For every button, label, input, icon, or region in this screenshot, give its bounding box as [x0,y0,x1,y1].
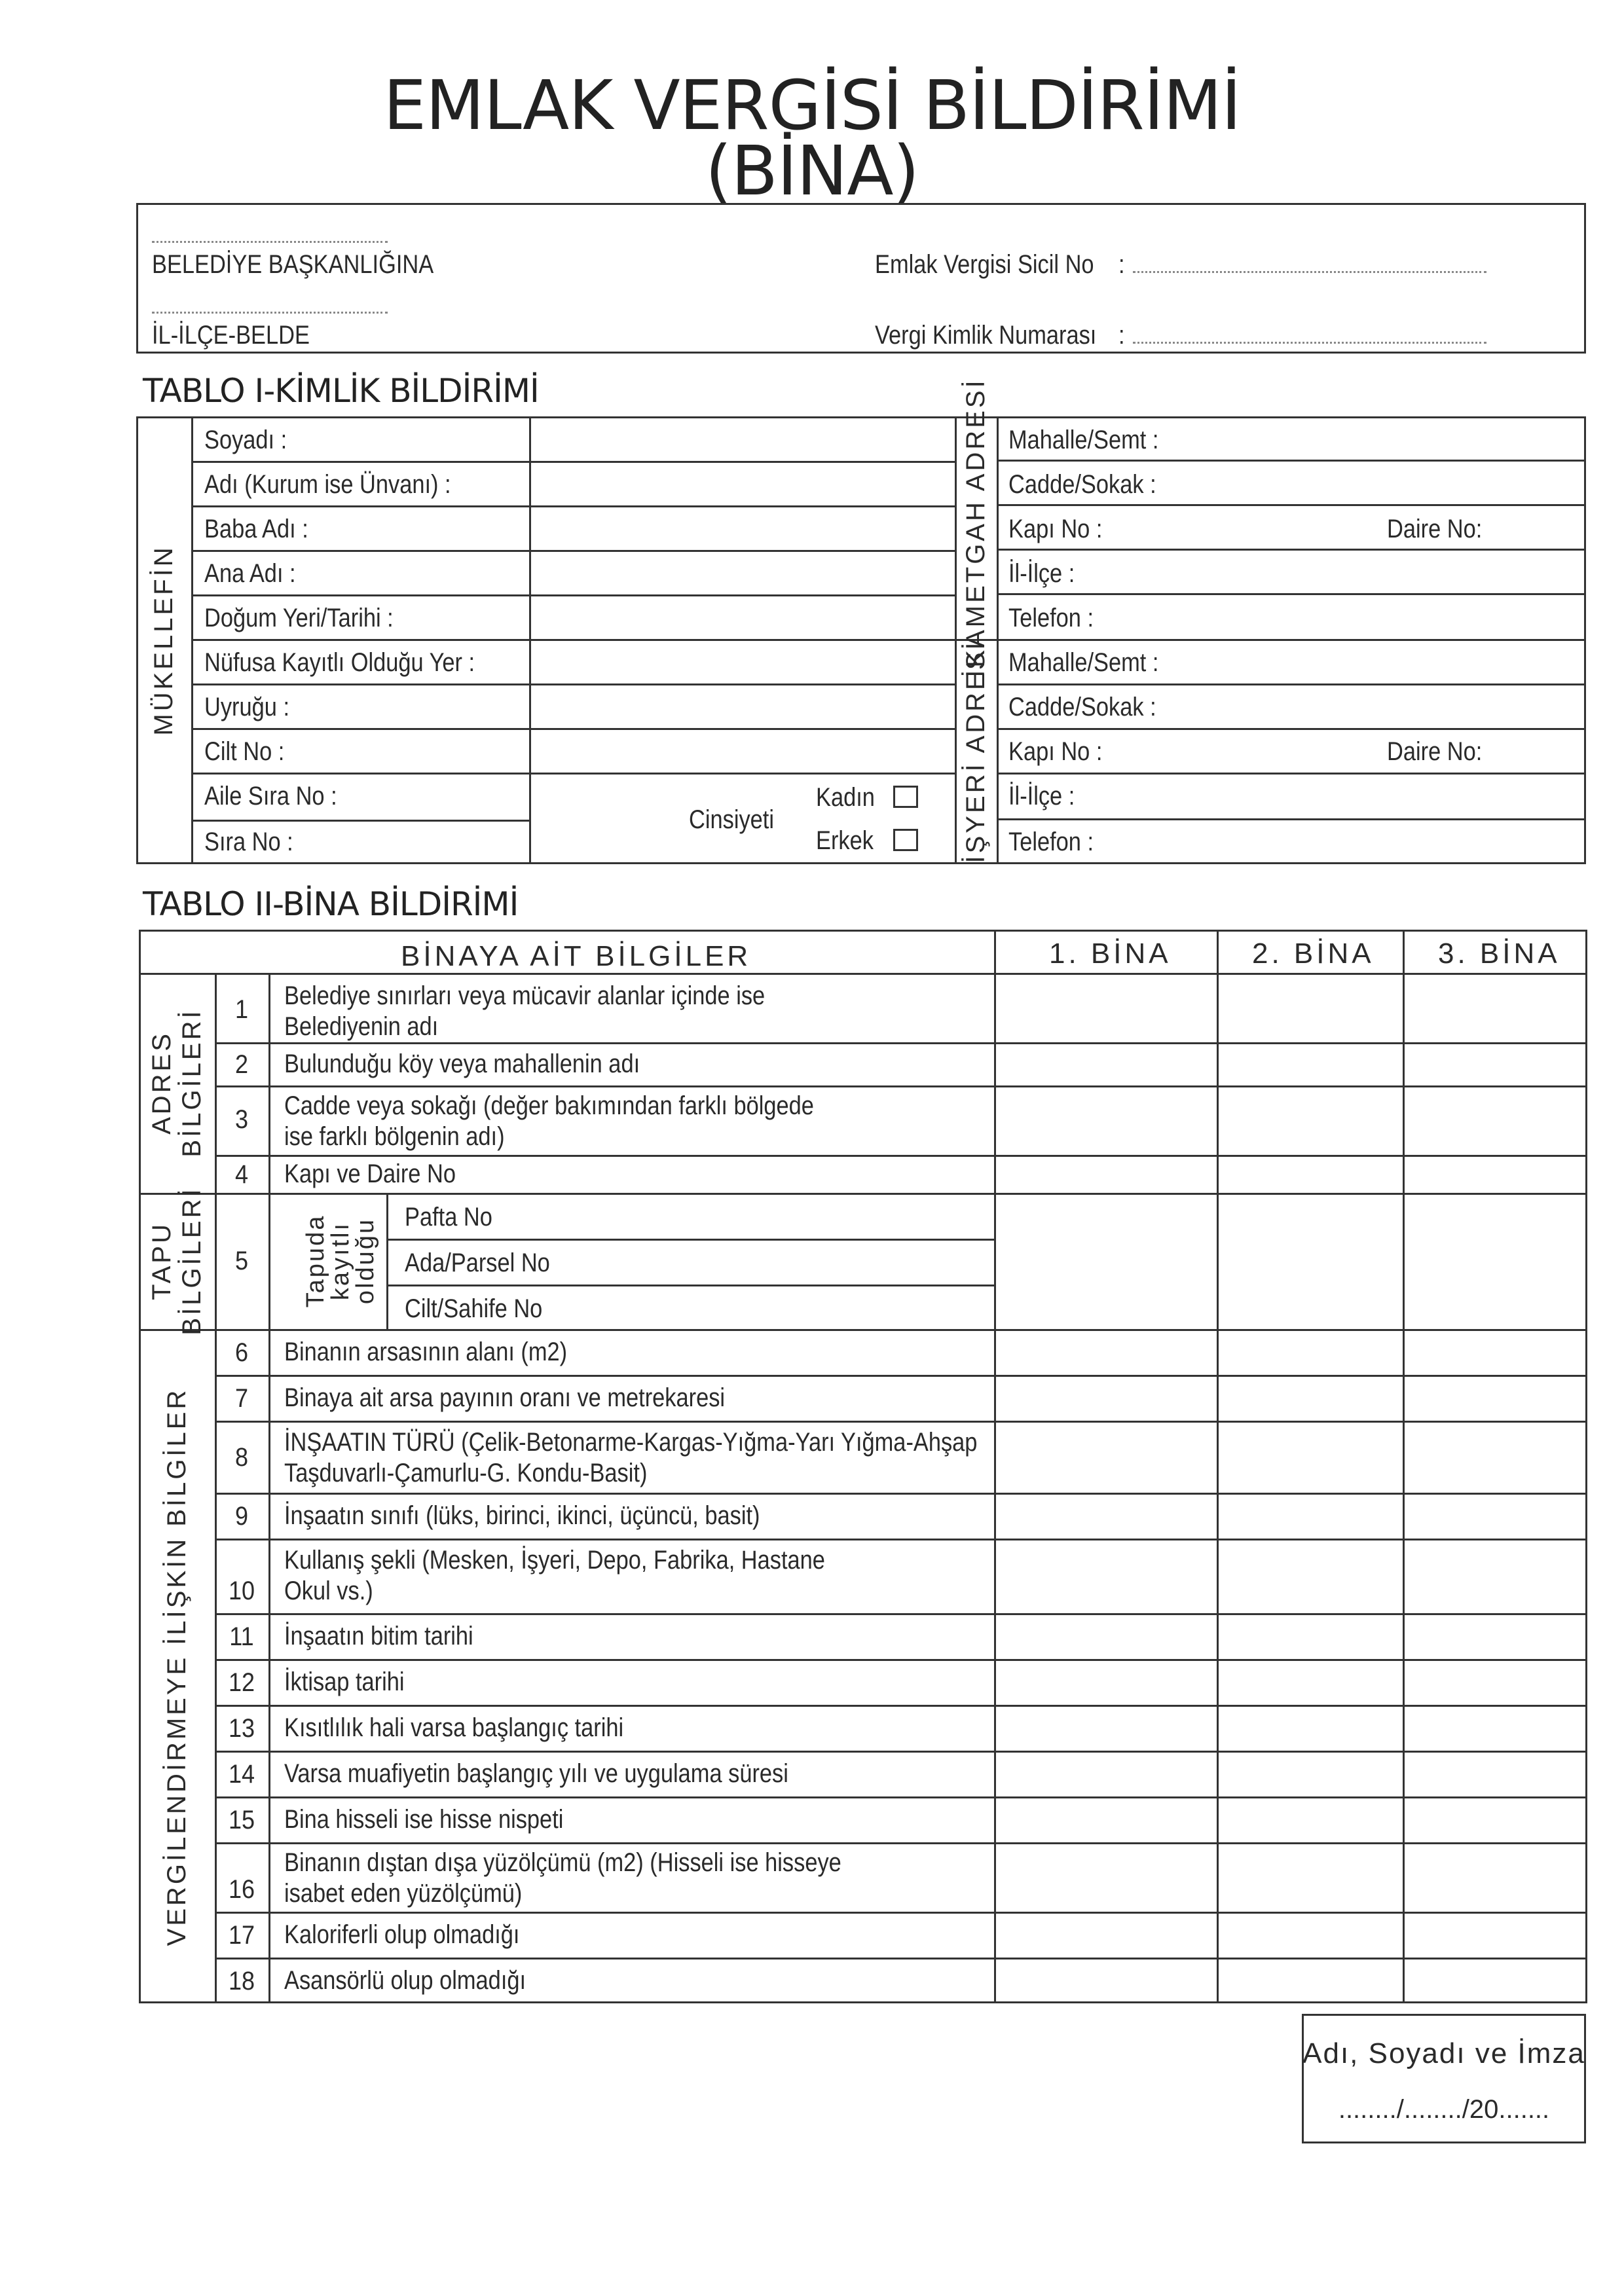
ikametgah-label: İKAMETGAH ADRESİ [961,378,990,678]
ada-parsel-label: Ada/Parsel No [405,1248,550,1277]
cilt-no-label: Cilt No : [204,737,285,766]
row-11-label: İnşaatın bitim tarihi [284,1622,473,1650]
binaya-ait-header: BİNAYA AİT BİLGİLER [401,940,752,972]
row-17-label: Kaloriferli olup olmadığı [284,1920,520,1949]
row-15-number: 15 [228,1806,255,1834]
row-15-label: Bina hisseli ise hisse nispeti [284,1805,564,1834]
tapu-bilgileri-label: TAPU BİLGİLERİ [147,1186,206,1336]
row-10-number: 10 [228,1576,255,1605]
nufus-field[interactable] [532,642,952,682]
row-16-number: 16 [228,1875,255,1904]
bina-1-column[interactable] [997,975,1215,2002]
row-7-number: 7 [234,1384,249,1413]
col-bina-3: 3. BİNA [1438,938,1560,970]
erkek-label: Erkek [816,826,874,855]
ilce-label: İL-İLÇE-BELDE [152,321,310,350]
row-1-label: Belediye sınırları veya mücavir alanlar içinde ise Belediyenin adı [284,981,766,1041]
vergilendirme-label: VERGİLENDİRMEYE İLİŞKİN BİLGİLER [162,1387,191,1946]
belediye-label: BELEDİYE BAŞKANLIĞINA [152,250,434,279]
adi-label: Adı (Kurum ise Ünvanı) : [204,470,451,499]
ana-adi-label: Ana Adı : [204,559,296,588]
ikamet-mahalle-label: Mahalle/Semt : [1008,426,1159,454]
cinsiyeti-label: Cinsiyeti [689,805,774,834]
bina-2-column[interactable] [1219,975,1401,2002]
sicil-colon: : [1118,250,1125,279]
row-3-label: Cadde veya sokağı (değer bakımından farklı bölgede ise farklı bölgenin adı) [284,1091,814,1151]
row-12-number: 12 [228,1668,255,1697]
kadin-checkbox[interactable] [893,786,918,808]
isyeri-cadde-label: Cadde/Sokak : [1008,693,1156,721]
ana-adi-field[interactable] [532,553,952,593]
row-1-number: 1 [234,995,249,1024]
row-6-number: 6 [234,1338,249,1367]
row-9-label: İnşaatın sınıfı (lüks, birinci, ikinci, üçüncü, basit) [284,1501,760,1530]
vkn-colon: : [1118,321,1125,350]
tablo2-title: TABLO II-BİNA BİLDİRİMİ [143,885,519,923]
isyeri-label: İŞYERİ ADRESİ [961,640,990,864]
tablo1-title: TABLO I-KİMLİK BİLDİRİMİ [143,372,539,410]
ikamet-cadde-label: Cadde/Sokak : [1008,470,1156,499]
row-14-label: Varsa muafiyetin başlangıç yılı ve uygulama süresi [284,1759,788,1788]
ikamet-telefon-label: Telefon : [1008,604,1094,632]
ilce-dotline[interactable] [152,312,388,314]
sicil-field[interactable] [1133,271,1486,273]
row-7-label: Binaya ait arsa payının oranı ve metrekaresi [284,1383,726,1412]
row-8-label: İNŞAATIN TÜRÜ (Çelik-Betonarme-Kargas-Yığma-Yarı Yığma-Ahşap Taşduvarlı-Çamurlu-G. Kondu-Basit) [284,1428,978,1487]
baba-adi-label: Baba Adı : [204,515,308,543]
row-12-label: İktisap tarihi [284,1667,405,1696]
signature-date[interactable]: ......../......../20....... [1338,2095,1550,2124]
form-subtitle: (BİNA) [705,131,919,211]
ikamet-kapi-label: Kapı No : [1008,515,1103,543]
mukellefin-label: MÜKELLEFİN [149,545,178,736]
vkn-field[interactable] [1133,342,1486,344]
row-14-number: 14 [228,1760,255,1789]
ikamet-il-label: İl-İlçe : [1008,559,1075,588]
isyeri-kapi-label: Kapı No : [1008,737,1103,766]
soyadi-field[interactable] [532,419,952,460]
vkn-label: Vergi Kimlik Numarası [875,321,1097,350]
isyeri-telefon-label: Telefon : [1008,828,1094,856]
row-13-label: Kısıtlılık hali varsa başlangıç tarihi [284,1713,624,1742]
pafta-no-label: Pafta No [405,1203,492,1231]
isyeri-il-label: İl-İlçe : [1008,782,1075,811]
kadin-label: Kadın [816,783,875,812]
row-6-label: Binanın arsasının alanı (m2) [284,1338,568,1366]
row-17-number: 17 [228,1921,255,1950]
col-bina-2: 2. BİNA [1252,938,1375,970]
row-13-number: 13 [228,1714,255,1743]
uyrugu-field[interactable] [532,686,952,727]
sira-no-label: Sıra No : [204,828,293,856]
row-16-label: Binanın dıştan dışa yüzölçümü (m2) (Hisseli ise hisseye isabet eden yüzölçümü) [284,1848,841,1908]
row-5-number: 5 [234,1247,249,1275]
ikamet-daire-label: Daire No: [1387,515,1483,543]
belediye-dotline[interactable] [152,241,388,243]
nufus-label: Nüfusa Kayıtlı Olduğu Yer : [204,648,475,677]
row-18-number: 18 [228,1967,255,1995]
dogum-field[interactable] [532,597,952,638]
row-2-label: Bulunduğu köy veya mahallenin adı [284,1049,640,1078]
isyeri-mahalle-label: Mahalle/Semt : [1008,648,1159,677]
uyrugu-label: Uyruğu : [204,693,290,721]
tapuda-kayitli-label: Tapuda kayıtlı olduğu [302,1214,379,1308]
row-4-number: 4 [234,1160,249,1189]
row-8-number: 8 [234,1443,249,1472]
row-9-number: 9 [234,1502,249,1531]
cilt-sahife-label: Cilt/Sahife No [405,1294,543,1323]
col-bina-1: 1. BİNA [1049,938,1172,970]
row-18-label: Asansörlü olup olmadığı [284,1966,526,1995]
row-2-number: 2 [234,1050,249,1079]
form-title: EMLAK VERGİSİ BİLDİRİMİ [383,65,1241,145]
aile-sira-label: Aile Sıra No : [204,782,337,811]
row-3-number: 3 [234,1105,249,1134]
dogum-label: Doğum Yeri/Tarihi : [204,604,394,632]
bina-3-column[interactable] [1405,975,1586,2002]
soyadi-label: Soyadı : [204,426,287,454]
erkek-checkbox[interactable] [893,829,918,851]
row-11-number: 11 [229,1622,254,1651]
row-10-label: Kullanış şekli (Mesken, İşyeri, Depo, Fabrika, Hastane Okul vs.) [284,1546,825,1605]
sicil-label: Emlak Vergisi Sicil No [875,250,1094,279]
baba-adi-field[interactable] [532,508,952,549]
cilt-no-field[interactable] [532,731,952,771]
adres-bilgileri-label: ADRES BİLGİLERİ [147,1008,206,1157]
signature-label: Adı, Soyadı ve İmza [1302,2037,1585,2069]
row-4-label: Kapı ve Daire No [284,1159,456,1188]
isyeri-daire-label: Daire No: [1387,737,1483,766]
adi-field[interactable] [532,464,952,504]
